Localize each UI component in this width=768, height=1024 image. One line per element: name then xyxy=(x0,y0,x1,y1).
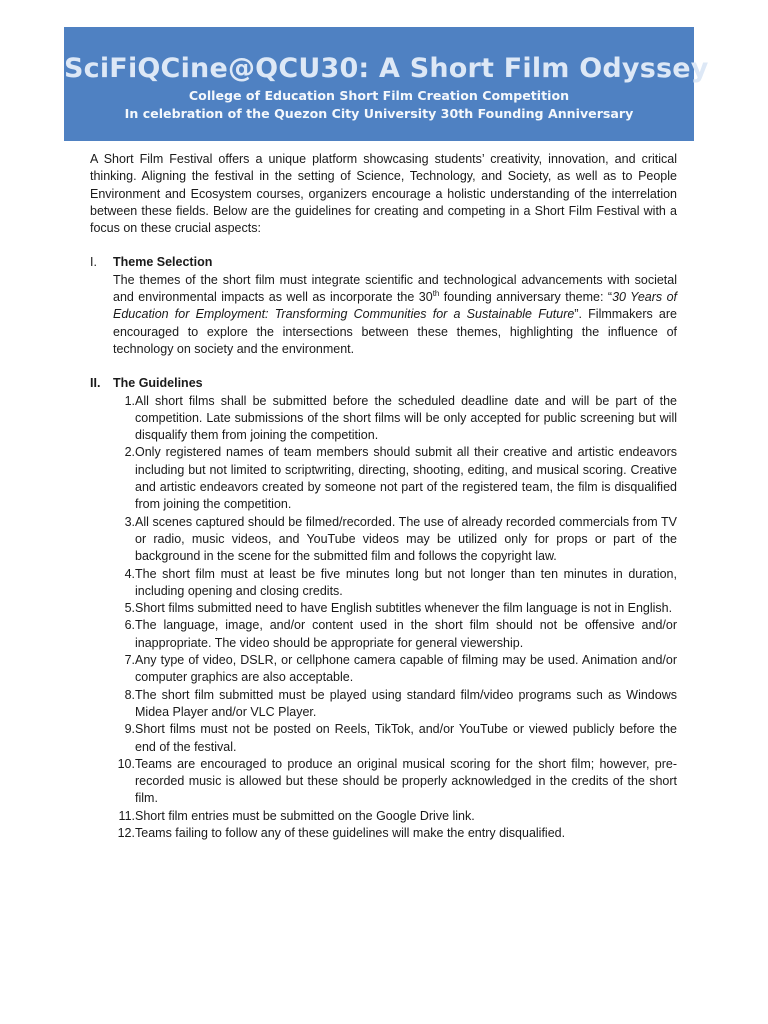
list-item xyxy=(113,444,677,513)
list-item xyxy=(113,687,677,722)
list-item-number: 1. xyxy=(124,393,135,408)
list-item-text: All scenes captured should be filmed/recorded. The use of already recorded commercials from TV or radio, music videos, and YouTube videos may be utilized only for props or part of the background in the scene for the submitted film and follows the copyright law. xyxy=(135,514,677,564)
guidelines-list xyxy=(113,393,677,843)
section-heading xyxy=(90,254,677,271)
list-item xyxy=(113,825,677,842)
section-title: The Guidelines xyxy=(113,376,203,391)
list-item xyxy=(113,808,677,825)
banner-subtitle-anniversary: In celebration of the Quezon City University 30th Founding Anniversary xyxy=(124,106,634,121)
list-item-text: Only registered names of team members should submit all their creative and artistic endeavors including but not limited to scriptwriting, directing, shooting, editing, and musical scoring. Creative and artistic endeavors created by someone not part of the registered team, the film is disqualified from joining the competition. xyxy=(135,445,677,512)
list-item-text: Teams failing to follow any of these guidelines will make the entry disqualified. xyxy=(135,825,566,840)
list-item-text: The short film submitted must be played using standard film/video programs such as Windows Midea Player and/or VLC Player. xyxy=(135,687,677,719)
list-item-text: Short film entries must be submitted on the Google Drive link. xyxy=(135,808,475,823)
list-item-number: 2. xyxy=(124,445,135,460)
list-item-number: 5. xyxy=(124,601,135,616)
document-body xyxy=(90,151,677,859)
section-guidelines xyxy=(90,375,677,842)
theme-paragraph xyxy=(113,272,677,358)
header-banner xyxy=(64,27,709,141)
theme-text-a: The themes of the short film must integrate scientific and technological advancements with societal and environmental impacts as well as incorporate the 30 xyxy=(113,272,677,305)
list-item xyxy=(113,756,677,808)
list-item xyxy=(113,600,677,617)
list-item-number: 7. xyxy=(124,653,135,668)
section-number: I. xyxy=(90,255,97,270)
list-item-text: All short films shall be submitted before the scheduled deadline date and will be part of the competition. Late submissions of the short films will be only accepted for public screening but will disqualify them from joining the competition. xyxy=(135,393,677,443)
intro-paragraph: A Short Film Festival offers a unique platform showcasing students’ creativity, innovation, and critical thinking. Aligning the festival in the setting of Science, Technology, and Society, as well as to People Environment and Ecosystem courses, organizers encourage a holistic understanding of the interrelation between these fields. Below are the guidelines for creating and competing in a Short Film Festival with a focus on these crucial aspects: xyxy=(90,152,677,236)
section-number: II. xyxy=(90,376,101,391)
list-item-text: The language, image, and/or content used in the short film should not be offensive and/or inappropriate. The video should be appropriate for general viewership. xyxy=(135,618,677,650)
list-item xyxy=(113,617,677,652)
list-item-text: The short film must at least be five minutes long but not longer than ten minutes in duration, including opening and closing credits. xyxy=(135,566,677,598)
theme-text-b: founding anniversary theme: “ xyxy=(439,290,613,305)
section-heading xyxy=(90,375,677,392)
list-item-text: Any type of video, DSLR, or cellphone camera capable of filming may be used. Animation and/or computer graphics are also acceptable. xyxy=(135,653,677,685)
section-theme-selection xyxy=(90,254,677,358)
list-item-text: Short films submitted need to have English subtitles whenever the film language is not in English. xyxy=(135,601,673,616)
list-item-number: 10. xyxy=(117,756,135,771)
list-item-number: 8. xyxy=(124,687,135,702)
banner-subtitle-competition: College of Education Short Film Creation Competition xyxy=(188,88,570,103)
list-item-number: 4. xyxy=(124,566,135,581)
list-item-text: Short films must not be posted on Reels, TikTok, and/or YouTube or viewed publicly before the end of the festival. xyxy=(135,722,677,754)
list-item-number: 9. xyxy=(124,722,135,737)
section-title: Theme Selection xyxy=(113,255,213,270)
page-title: SciFiQCine@QCU30: A Short Film Odyssey xyxy=(64,53,709,84)
theme-text-c: ”. Filmmakers are encouraged to explore the intersections between these themes, highlighting the influence of technology on society and the environment. xyxy=(113,307,678,356)
list-item xyxy=(113,566,677,601)
list-item xyxy=(113,514,677,566)
list-item-number: 6. xyxy=(124,618,135,633)
list-item-number: 3. xyxy=(124,514,135,529)
list-item-number: 11. xyxy=(118,808,135,823)
list-item-text: Teams are encouraged to produce an original musical scoring for the short film; however, pre-recorded music is allowed but these should be properly acknowledged in the credits of the short film. xyxy=(135,756,677,806)
list-item xyxy=(113,393,677,445)
anniversary-theme: 30 Years of Education for Employment: Transforming Communities for a Sustainable Future xyxy=(113,290,678,322)
ordinal-suffix: th xyxy=(432,288,440,298)
list-item xyxy=(113,721,677,756)
list-item-number: 12. xyxy=(117,825,135,840)
list-item xyxy=(113,652,677,687)
